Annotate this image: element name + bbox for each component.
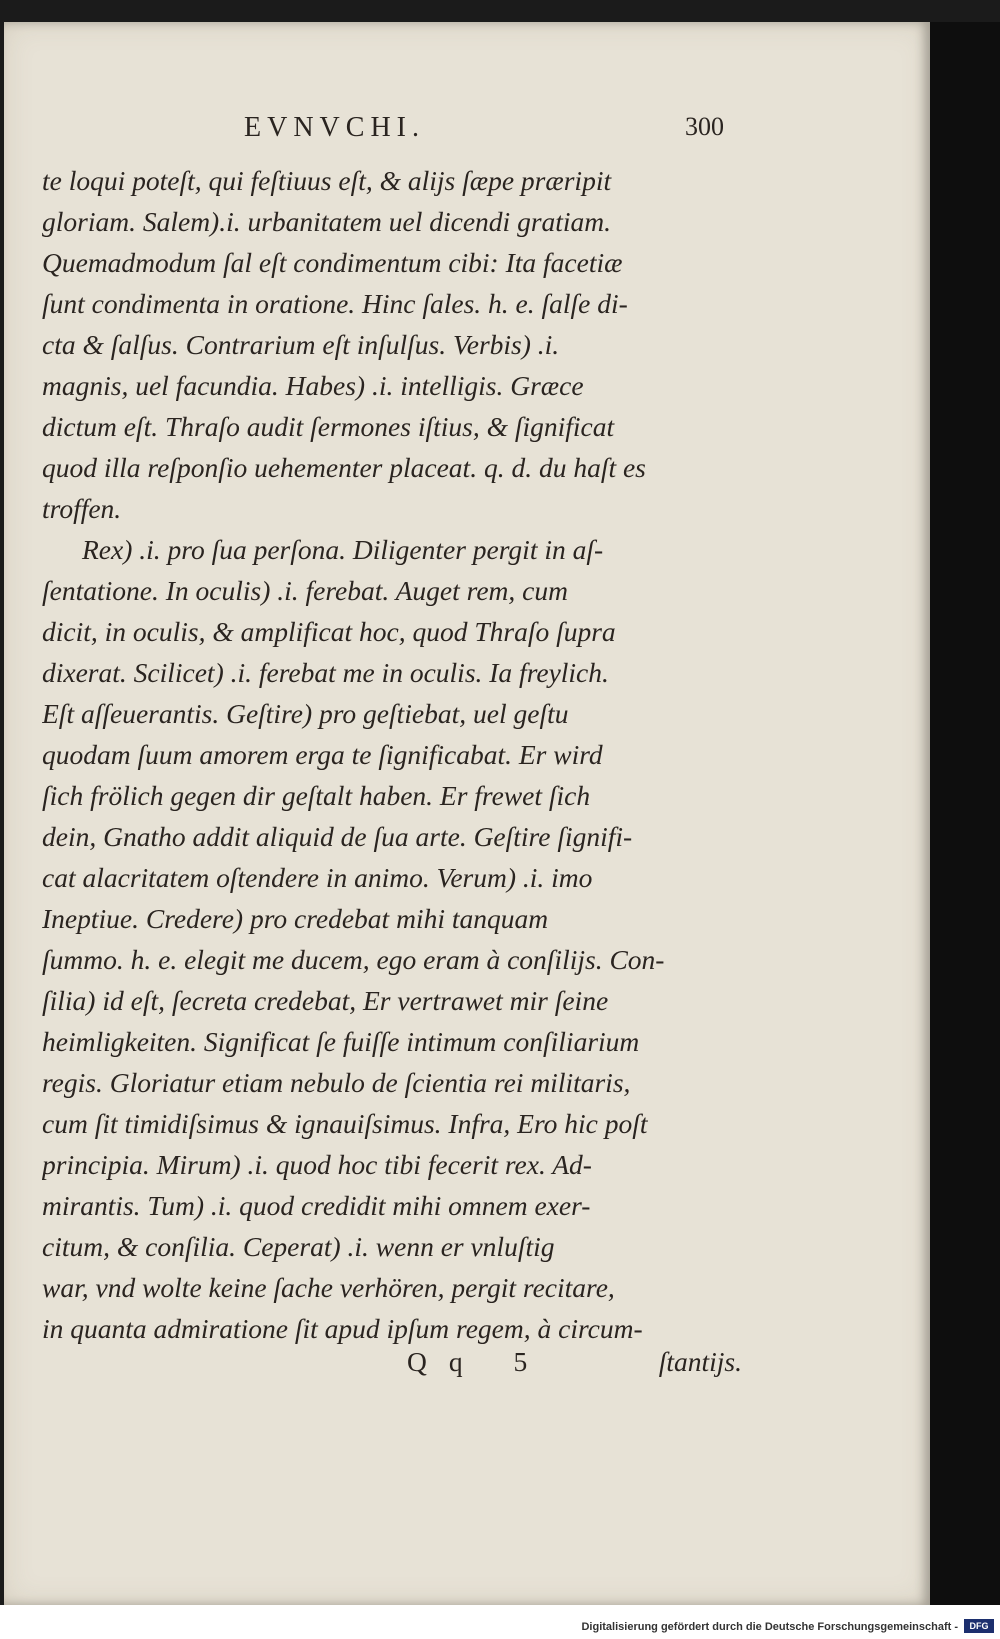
text-line: heimligkeiten. Significat ſe fuiſſe intimum conſiliarium [42,1026,640,1057]
dfg-logo: DFG [964,1619,994,1633]
page-number: 300 [685,112,724,141]
page-header [244,112,724,152]
text-line: dicit, in oculis, & amplificat hoc, quod Thraſo ſupra [42,616,616,647]
text-line: quod illa reſponſio uehementer placeat. q. d. du haſt es [42,452,646,483]
text-line: gloriam. Salem).i. urbanitatem uel dicendi gratiam. [42,206,612,237]
text-line: dictum eſt. Thraſo audit ſermones iſtius, & ſignificat [42,411,615,442]
funding-credit: Digitalisierung gefördert durch die Deutsche Forschungsgemeinschaft - [581,1621,958,1633]
signature-line [42,1341,742,1382]
text-line: Eſt aſſeuerantis. Geſtire) pro geſtiebat, uel geſtu [42,698,569,729]
scan-edge [930,22,1000,1605]
text-line: in quanta admiratione ſit apud ipſum regem, à circum- [42,1313,643,1344]
text-line: cta & ſalſus. Contrarium eſt inſulſus. Verbis) .i. [42,329,560,360]
body-text [42,160,742,1377]
running-title: EVNVCHI. [244,112,425,143]
text-line: troffen. [42,493,122,524]
text-line: Quemadmodum ſal eſt condimentum cibi: Ita facetiæ [42,247,623,278]
text-line: ſummo. h. e. elegit me ducem, ego eram à conſilijs. Con- [42,944,665,975]
text-line: mirantis. Tum) .i. quod credidit mihi omnem exer- [42,1190,591,1221]
text-line: regis. Gloriatur etiam nebulo de ſcientia rei militaris, [42,1067,631,1098]
text-line: Rex) .i. pro ſua perſona. Diligenter pergit in aſ- [82,534,604,565]
text-line: principia. Mirum) .i. quod hoc tibi fecerit rex. Ad- [42,1149,592,1180]
digitization-footer [0,1605,1000,1639]
book-page [4,22,930,1605]
catchword: ſtantijs. [658,1346,742,1377]
text-line: cat alacritatem oſtendere in animo. Verum) .i. imo [42,862,593,893]
text-line: ſilia) id eſt, ſecreta credebat, Er vertrawet mir ſeine [42,985,609,1016]
signature-mark: Qq 5 [407,1346,550,1377]
text-line: citum, & conſilia. Ceperat) .i. wenn er vnluſtig [42,1231,555,1262]
text-line: war, vnd wolte keine ſache verhören, pergit recitare, [42,1272,615,1303]
text-line: ſich frölich gegen dir geſtalt haben. Er frewet ſich [42,780,591,811]
text-line: te loqui poteſt, qui feſtiuus eſt, & alijs ſæpe præripit [42,165,612,196]
text-line: ſentatione. In oculis) .i. ferebat. Auget rem, cum [42,575,568,606]
text-line: Ineptiue. Credere) pro credebat mihi tanquam [42,903,549,934]
text-line: cum ſit timidiſsimus & ignauiſsimus. Infra, Ero hic poſt [42,1108,648,1139]
text-line: dixerat. Scilicet) .i. ferebat me in oculis. Ia freylich. [42,657,609,688]
text-line: magnis, uel facundia. Habes) .i. intelligis. Græce [42,370,584,401]
text-line: dein, Gnatho addit aliquid de ſua arte. Geſtire ſignifi- [42,821,633,852]
text-line: ſunt condimenta in oratione. Hinc ſales. h. e. ſalſe di- [42,288,628,319]
text-line: quodam ſuum amorem erga te ſignificabat. Er wird [42,739,603,770]
